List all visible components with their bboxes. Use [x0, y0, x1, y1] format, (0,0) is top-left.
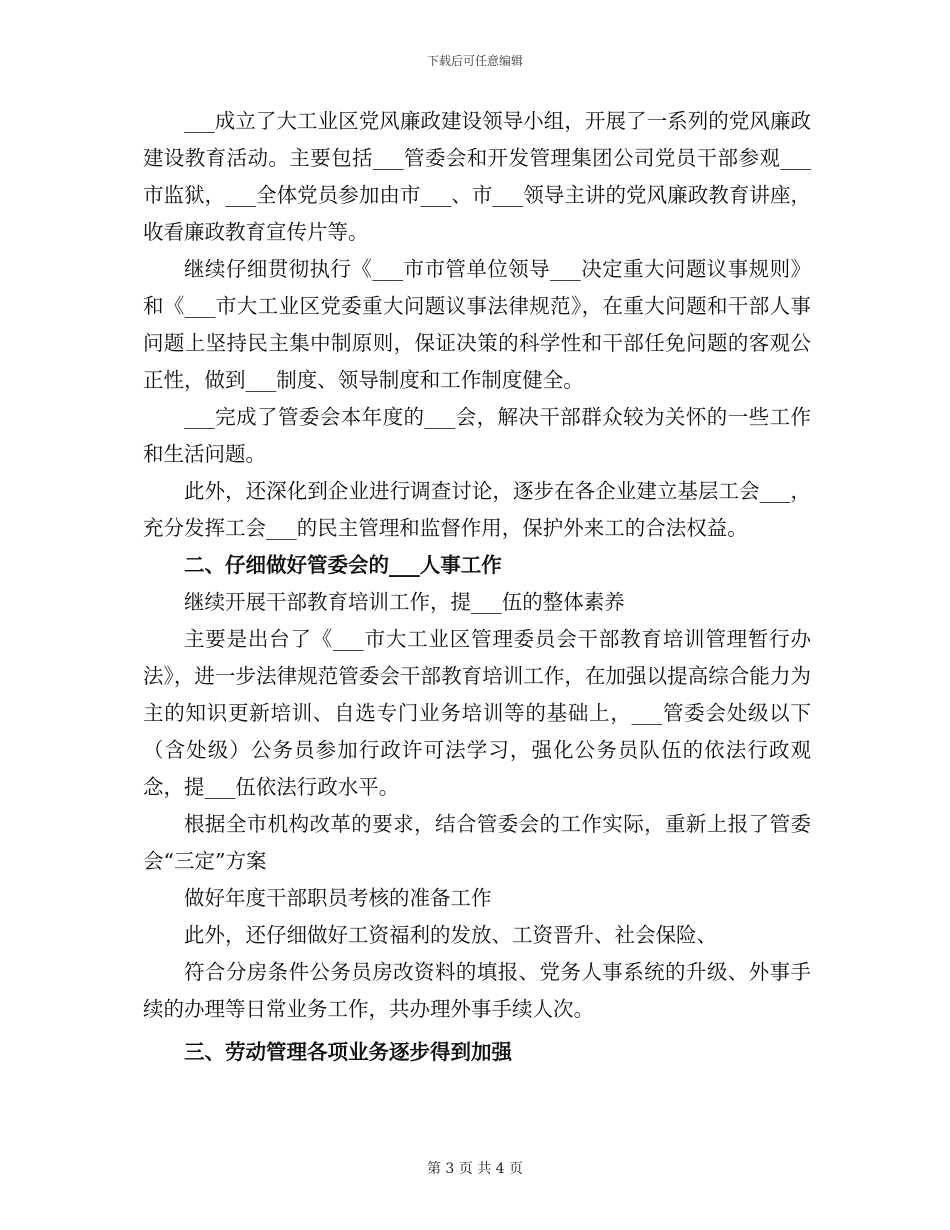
paragraph-trade-union: 此外，还深化到企业进行调查讨论，逐步在各企业建立基层工会___，充分发挥工会___的民主管理和监督作用，保护外来工的合法权益。 — [143, 479, 811, 540]
paragraph-salary-welfare: 此外，还仔细做好工资福利的发放、工资晋升、社会保险、 — [184, 923, 717, 947]
paragraph-meeting: ___完成了管委会本年度的___会，解决干部群众较为关怀的一些工作和生活问题。 — [143, 405, 811, 466]
paragraph-housing-foreign-affairs: 符合分房条件公务员房改资料的填报、党务人事系统的升级、外事手续的办理等日常业务工作，共办理外事手续人次。 — [143, 960, 811, 1021]
paragraph-assessment: 做好年度干部职员考核的准备工作 — [184, 886, 492, 910]
paragraph-party-building: ___成立了大工业区党风廉政建设领导小组，开展了一系列的党风廉政建设教育活动。主要包括___管委会和开发管理集团公司党员干部参观___市监狱，___全体党员参加由市___、市___领导主讲的党风廉政教育讲座，收看廉政教育宣传片等。 — [143, 109, 811, 244]
paragraph-rules-execution: 继续仔细贯彻执行《___市市管单位领导___决定重大问题议事规则》和《___市大工业区党委重大问题议事法律规范》，在重大问题和干部人事问题上坚持民主集中制原则，保证决策的科学性和干部任免问题的客观公正性，做到___制度、领导制度和工作制度健全。 — [143, 257, 811, 392]
document-body — [143, 103, 811, 1071]
paragraph-training: 继续开展干部教育培训工作，提___伍的整体素养 — [184, 590, 625, 614]
page-header: 下载后可任意编辑 — [426, 54, 523, 68]
paragraph-institutional-reform: 根据全市机构改革的要求，结合管委会的工作实际，重新上报了管委会“三定”方案 — [143, 812, 811, 873]
paragraph-training-measures: 主要是出台了《___市大工业区管理委员会干部教育培训管理暂行办法》，进一步法律规范管委会干部教育培训工作，在加强以提高综合能力为主的知识更新培训、自选专门业务培训等的基础上，___管委会处级以下（含处级）公务员参加行政许可法学习，强化公务员队伍的依法行政观念，提___伍依法行政水平。 — [143, 627, 811, 799]
section-heading-labor-management: 三、劳动管理各项业务逐步得到加强 — [184, 1040, 512, 1064]
section-heading-personnel: 二、仔细做好管委会的___人事工作 — [184, 553, 502, 577]
page-number: 第 3 页 共 4 页 — [426, 1161, 524, 1177]
